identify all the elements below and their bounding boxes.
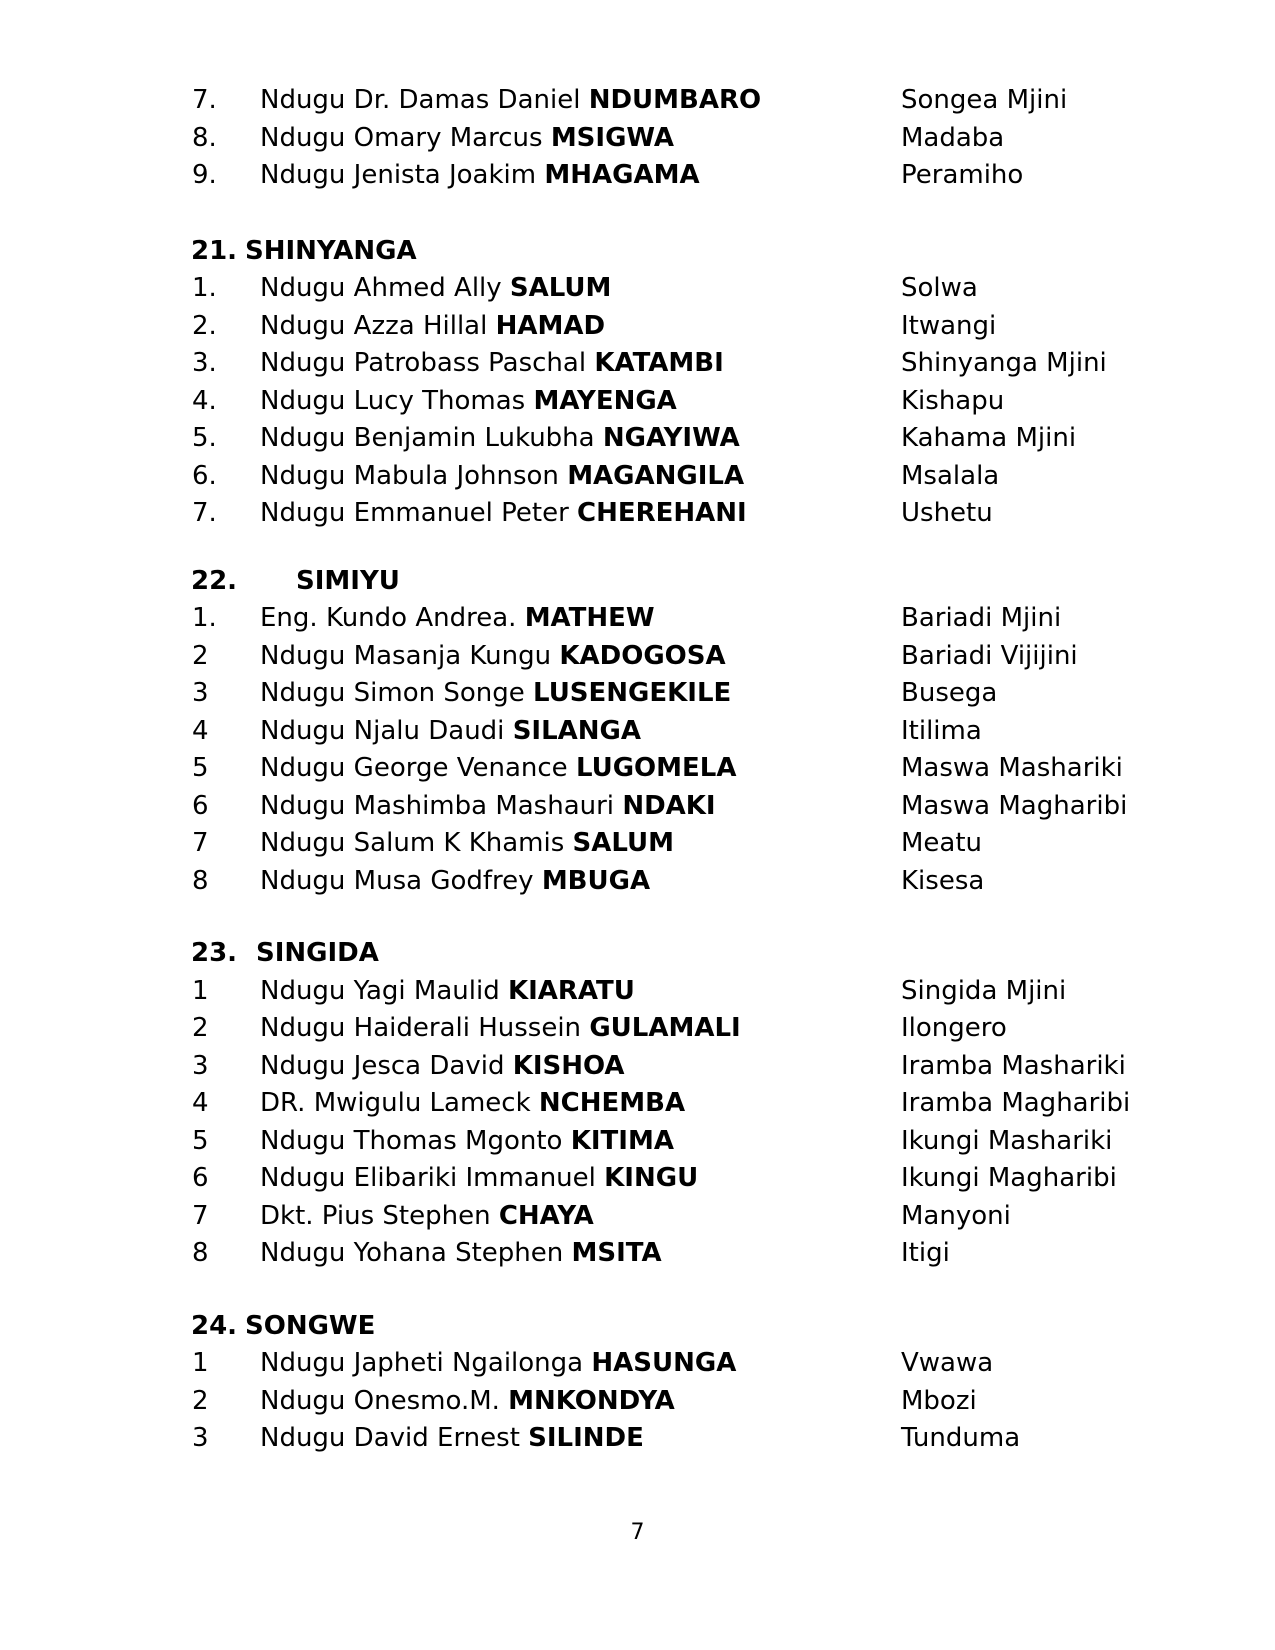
member-name: Ndugu Mabula Johnson MAGANGILA [260, 460, 745, 491]
list-item [0, 1160, 1275, 1198]
member-surname: MSITA [571, 1238, 662, 1268]
item-number: 7. [192, 85, 217, 115]
region-section-shinyanga [0, 233, 1275, 533]
member-name: Ndugu Simon Songe LUSENGEKILE [260, 678, 732, 708]
member-surname: SILANGA [512, 715, 641, 746]
member-surname: SILINDE [528, 1423, 644, 1453]
item-number: 8 [192, 1238, 209, 1268]
constituency: Ushetu [901, 498, 993, 528]
item-number: 6 [192, 790, 209, 821]
member-surname: NDUMBARO [588, 85, 762, 115]
list-item [0, 825, 1275, 863]
member-surname: MAGANGILA [567, 460, 745, 491]
list-item [0, 638, 1275, 676]
constituency: Ikungi Magharibi [901, 1163, 1117, 1193]
member-surname: KITIMA [570, 1125, 674, 1156]
constituency: Kahama Mjini [901, 423, 1077, 453]
constituency: Shinyanga Mjini [901, 348, 1107, 378]
constituency: Iramba Mashariki [901, 1050, 1126, 1081]
member-name: Ndugu Jesca David KISHOA [260, 1050, 625, 1081]
list-item [0, 120, 1275, 158]
list-item [0, 1048, 1275, 1086]
member-surname: NGAYIWA [602, 423, 740, 453]
member-surname: MNKONDYA [508, 1385, 675, 1416]
constituency: Solwa [901, 273, 978, 303]
list-item [0, 1235, 1275, 1273]
list-item [0, 1198, 1275, 1236]
constituency: Songea Mjini [901, 85, 1068, 115]
list-item [0, 420, 1275, 458]
member-name: Ndugu Benjamin Lukubha NGAYIWA [260, 423, 740, 453]
region-section-simiyu [0, 563, 1275, 901]
member-name: Ndugu Salum K Khamis SALUM [260, 828, 675, 858]
list-item [0, 675, 1275, 713]
constituency: Maswa Mashariki [901, 753, 1123, 783]
member-name: Ndugu Musa Godfrey MBUGA [260, 865, 651, 896]
list-item [0, 1085, 1275, 1123]
item-number: 1 [192, 1348, 209, 1378]
list-item [0, 1123, 1275, 1161]
member-surname: SALUM [509, 273, 612, 303]
member-name: Ndugu Emmanuel Peter CHEREHANI [260, 498, 747, 528]
member-surname: MHAGAMA [544, 160, 700, 190]
member-surname: NCHEMBA [538, 1088, 686, 1118]
item-number: 2 [192, 640, 209, 671]
constituency: Madaba [901, 122, 1005, 153]
list-item [0, 157, 1275, 195]
item-number: 6. [192, 460, 217, 491]
constituency: Maswa Magharibi [901, 790, 1128, 821]
member-surname: CHAYA [498, 1200, 594, 1231]
member-name: Ndugu David Ernest SILINDE [260, 1423, 644, 1453]
constituency: Iramba Magharibi [901, 1088, 1131, 1118]
item-number: 7. [192, 498, 217, 528]
item-number: 4 [192, 715, 209, 746]
list-item [0, 713, 1275, 751]
list-item [0, 383, 1275, 421]
region-title: SHINYANGA [245, 235, 417, 266]
item-number: 7 [192, 1200, 209, 1231]
member-name: Ndugu Lucy Thomas MAYENGA [260, 385, 677, 416]
region-section-singida [0, 935, 1275, 1273]
member-name: Ndugu Thomas Mgonto KITIMA [260, 1125, 674, 1156]
item-number: 9. [192, 160, 217, 190]
region-title: SIMIYU [296, 565, 400, 596]
region-number: 21. [191, 235, 238, 266]
list-item [0, 308, 1275, 346]
constituency: Itilima [901, 715, 982, 746]
item-number: 3 [192, 1423, 209, 1453]
member-name: Eng. Kundo Andrea. MATHEW [260, 603, 655, 633]
page-number: 7 [630, 1520, 645, 1545]
region-number: 23. [191, 938, 238, 968]
constituency: Busega [901, 678, 998, 708]
item-number: 4 [192, 1088, 209, 1118]
member-surname: KADOGOSA [559, 640, 726, 671]
item-number: 1. [192, 273, 217, 303]
constituency: Vwawa [901, 1348, 994, 1378]
constituency: Kishapu [901, 385, 1005, 416]
item-number: 2. [192, 310, 217, 341]
list-item [0, 750, 1275, 788]
member-surname: CHEREHANI [577, 498, 747, 528]
list-item [0, 82, 1275, 120]
item-number: 8 [192, 865, 209, 896]
region-title: SINGIDA [256, 938, 379, 968]
member-surname: KIARATU [507, 975, 635, 1006]
region-number: 24. [191, 1310, 238, 1341]
item-number: 7 [192, 828, 209, 858]
item-number: 6 [192, 1163, 209, 1193]
constituency: Bariadi Mjini [901, 603, 1062, 633]
item-number: 2 [192, 1013, 209, 1043]
member-name: Ndugu Yagi Maulid KIARATU [260, 975, 635, 1006]
member-surname: MBUGA [541, 865, 651, 896]
region-heading [0, 563, 1275, 601]
member-name: Ndugu Elibariki Immanuel KINGU [260, 1163, 699, 1193]
member-surname: MATHEW [524, 603, 655, 633]
list-item [0, 1420, 1275, 1458]
member-name: Ndugu Njalu Daudi SILANGA [260, 715, 641, 746]
member-name: Ndugu Masanja Kungu KADOGOSA [260, 640, 726, 671]
member-surname: MAYENGA [533, 385, 677, 416]
member-surname: GULAMALI [589, 1013, 741, 1043]
list-item [0, 788, 1275, 826]
member-surname: NDAKI [622, 790, 716, 821]
member-surname: KINGU [604, 1163, 699, 1193]
item-number: 3 [192, 1050, 209, 1081]
document-body [0, 82, 1275, 1458]
member-surname: LUGOMELA [575, 753, 737, 783]
member-name: Ndugu Ahmed Ally SALUM [260, 273, 612, 303]
member-name: Ndugu Dr. Damas Daniel NDUMBARO [260, 85, 762, 115]
item-number: 2 [192, 1385, 209, 1416]
constituency: Itwangi [901, 310, 997, 341]
constituency: Ilongero [901, 1013, 1007, 1043]
item-number: 5 [192, 1125, 209, 1156]
member-surname: SALUM [572, 828, 675, 858]
member-name: Ndugu Patrobass Paschal KATAMBI [260, 348, 724, 378]
region-title: SONGWE [245, 1310, 376, 1341]
list-item [0, 495, 1275, 533]
constituency: Peramiho [901, 160, 1024, 190]
list-item [0, 600, 1275, 638]
item-number: 8. [192, 122, 217, 153]
item-number: 1 [192, 975, 209, 1006]
member-name: Ndugu Onesmo.M. MNKONDYA [260, 1385, 675, 1416]
item-number: 3 [192, 678, 209, 708]
member-surname: HASUNGA [591, 1348, 737, 1378]
constituency: Kisesa [901, 865, 985, 896]
member-surname: LUSENGEKILE [533, 678, 732, 708]
member-name: Ndugu Omary Marcus MSIGWA [260, 122, 675, 153]
member-surname: HAMAD [495, 310, 606, 341]
region-heading [0, 935, 1275, 973]
constituency: Msalala [901, 460, 1000, 491]
member-name: Ndugu Mashimba Mashauri NDAKI [260, 790, 716, 821]
item-number: 4. [192, 385, 217, 416]
region-section-songwe [0, 1308, 1275, 1458]
region-heading [0, 233, 1275, 271]
list-item [0, 1383, 1275, 1421]
region-heading [0, 1308, 1275, 1346]
item-number: 5 [192, 753, 209, 783]
constituency: Itigi [901, 1238, 950, 1268]
member-name: Ndugu Yohana Stephen MSITA [260, 1238, 662, 1268]
constituency: Mbozi [901, 1385, 977, 1416]
constituency: Manyoni [901, 1200, 1011, 1231]
list-item [0, 1010, 1275, 1048]
constituency: Meatu [901, 828, 983, 858]
constituency: Bariadi Vijijini [901, 640, 1078, 671]
list-item [0, 973, 1275, 1011]
item-number: 5. [192, 423, 217, 453]
constituency: Singida Mjini [901, 975, 1067, 1006]
member-surname: MSIGWA [550, 122, 675, 153]
member-surname: KATAMBI [594, 348, 724, 378]
member-name: Ndugu Jenista Joakim MHAGAMA [260, 160, 700, 190]
list-item [0, 1345, 1275, 1383]
member-name: DR. Mwigulu Lameck NCHEMBA [260, 1088, 686, 1118]
member-name: Ndugu George Venance LUGOMELA [260, 753, 737, 783]
continued-list [0, 82, 1275, 195]
member-name: Ndugu Japheti Ngailonga HASUNGA [260, 1348, 737, 1378]
member-surname: KISHOA [512, 1050, 625, 1081]
item-number: 1. [192, 603, 217, 633]
list-item [0, 863, 1275, 901]
region-number: 22. [191, 565, 238, 596]
item-number: 3. [192, 348, 217, 378]
list-item [0, 458, 1275, 496]
constituency: Ikungi Mashariki [901, 1125, 1113, 1156]
list-item [0, 345, 1275, 383]
member-name: Dkt. Pius Stephen CHAYA [260, 1200, 594, 1231]
member-name: Ndugu Azza Hillal HAMAD [260, 310, 606, 341]
member-name: Ndugu Haiderali Hussein GULAMALI [260, 1013, 741, 1043]
list-item [0, 270, 1275, 308]
constituency: Tunduma [901, 1423, 1021, 1453]
